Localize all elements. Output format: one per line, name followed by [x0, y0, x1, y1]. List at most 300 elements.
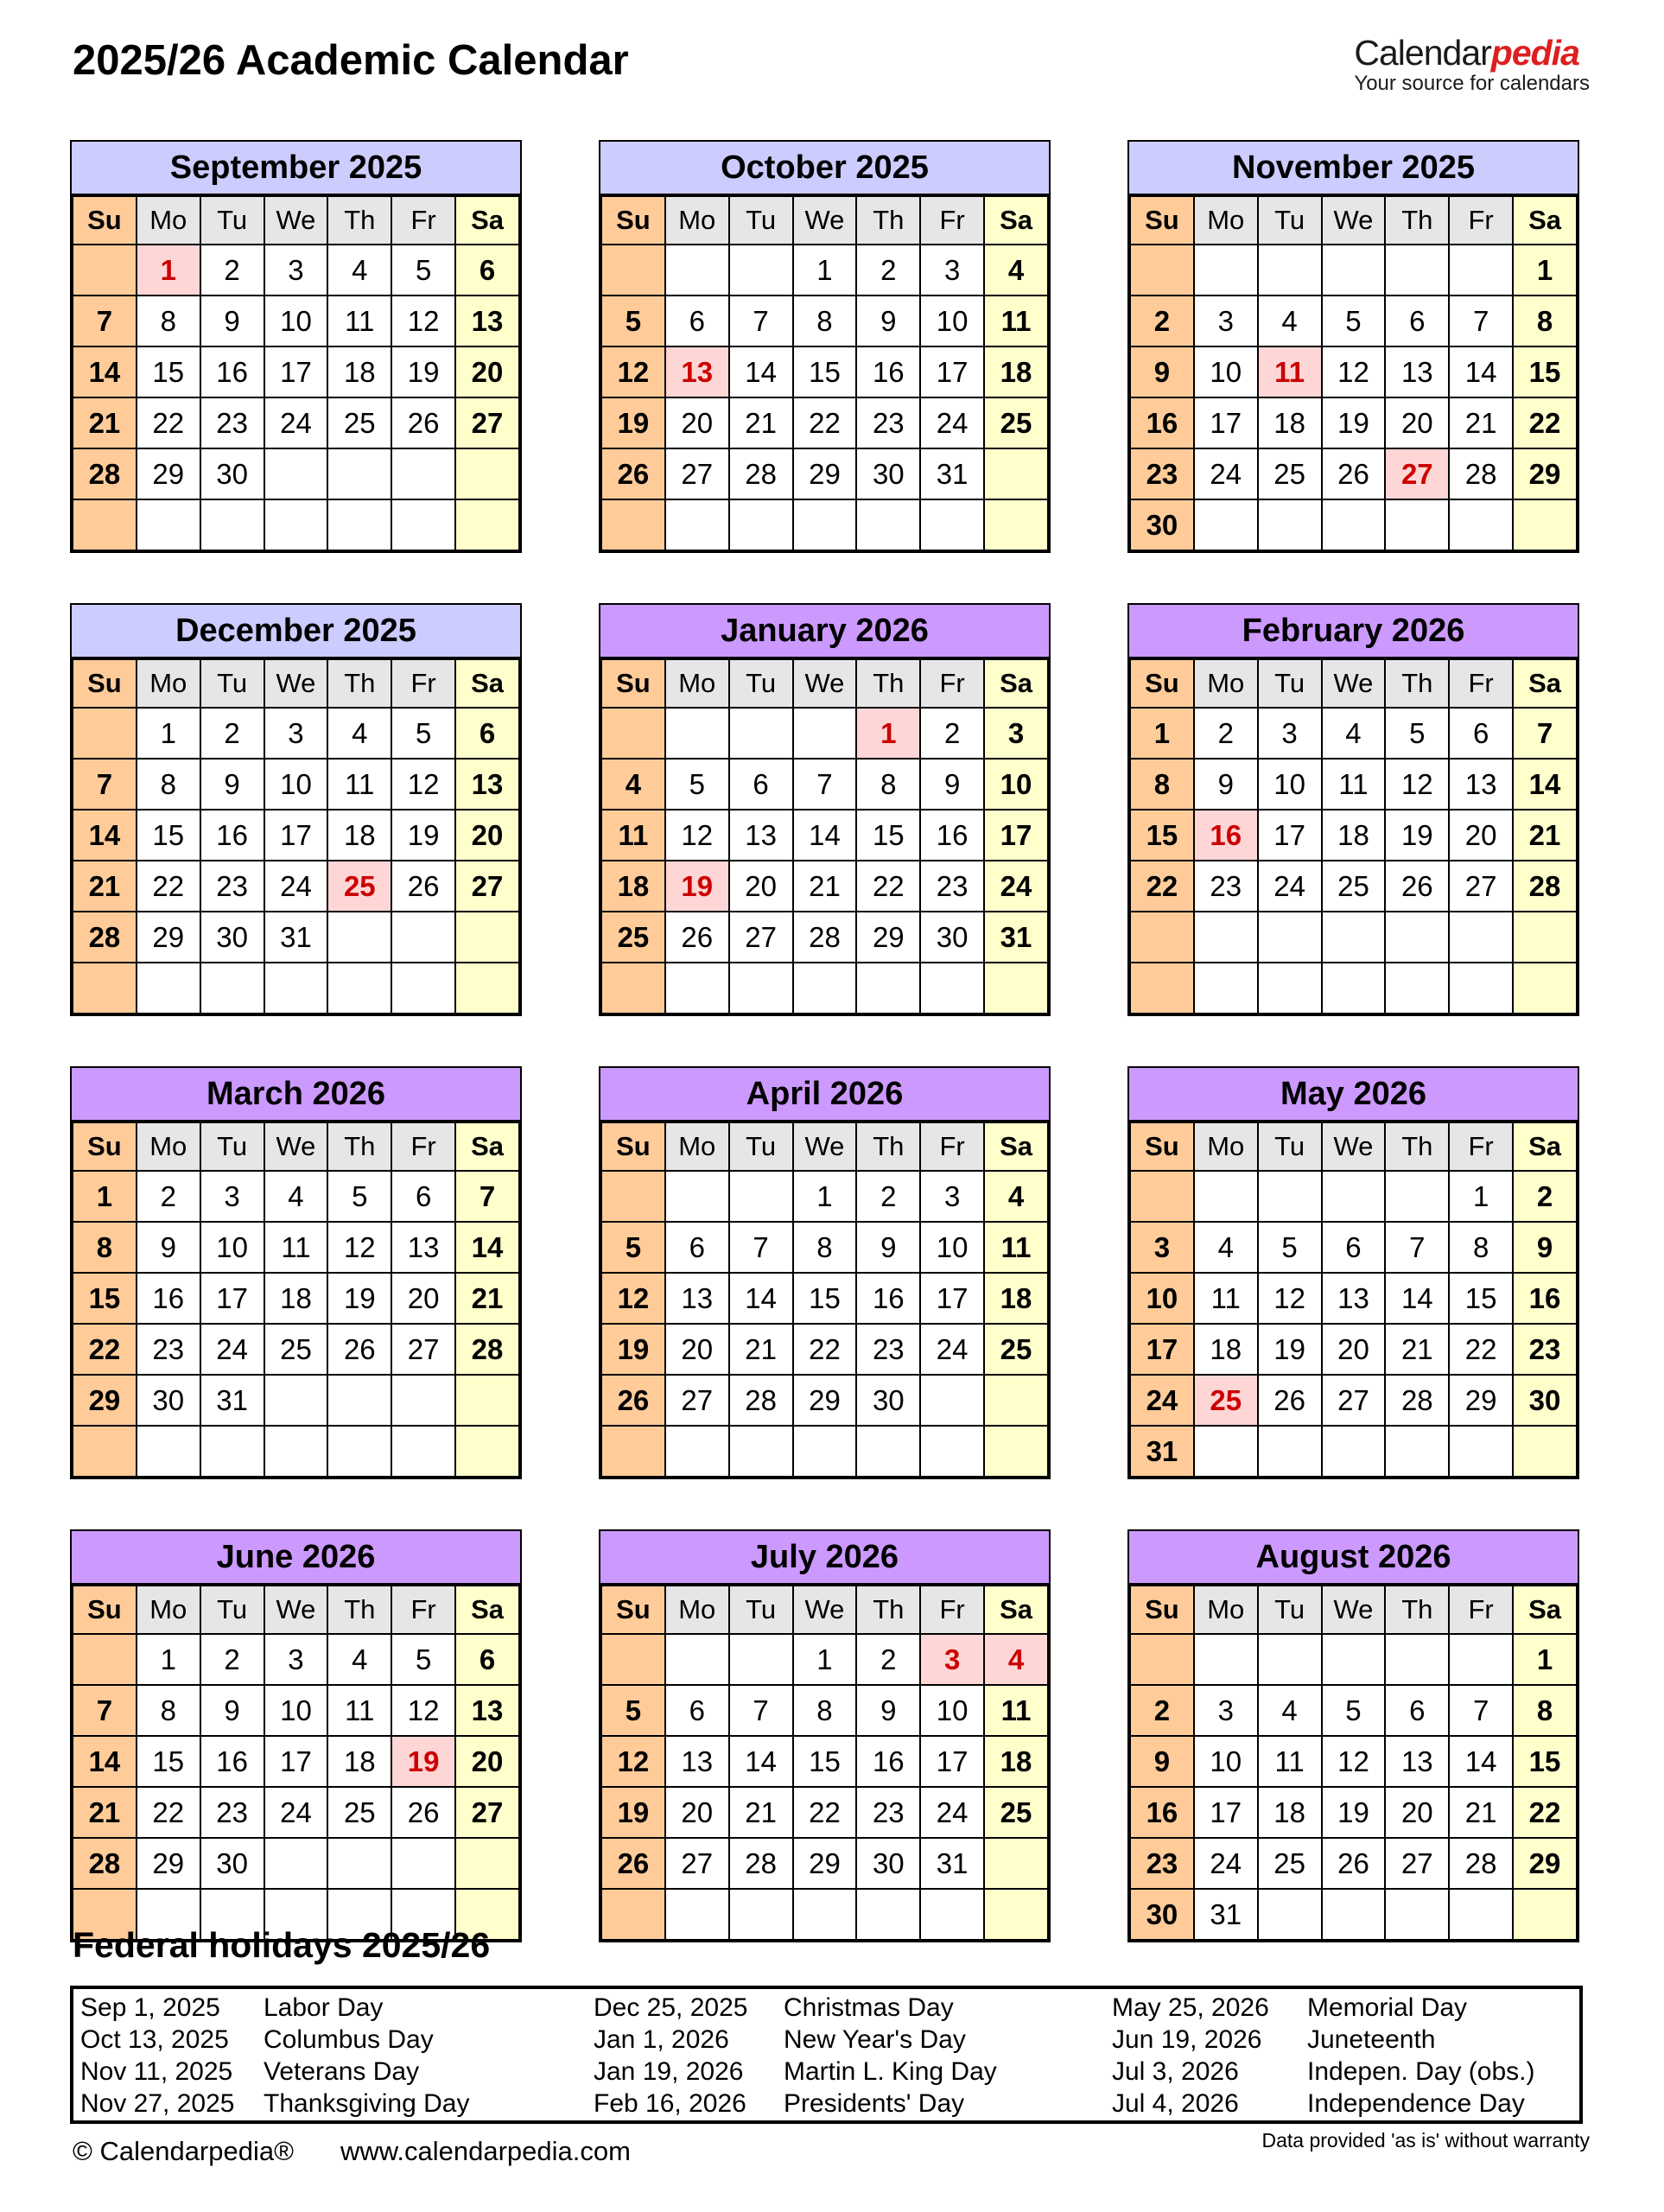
week-row: [1130, 296, 1577, 346]
day-cell: 8: [793, 296, 857, 346]
week-row: [73, 963, 519, 1014]
day-cell: 22: [73, 1324, 137, 1375]
day-cell: 26: [1322, 448, 1386, 499]
day-header-fr: Fr: [920, 1586, 984, 1634]
day-header-fr: Fr: [391, 196, 455, 245]
week-row: [601, 1787, 1048, 1838]
week-row: [1130, 1375, 1577, 1426]
month-table-november-2025: [1129, 195, 1578, 551]
month-title-november-2025: November 2025: [1129, 142, 1578, 195]
day-cell: 21: [1513, 810, 1577, 861]
day-header-fr: Fr: [391, 659, 455, 708]
empty-day-cell: [264, 1838, 328, 1889]
week-row: [601, 499, 1048, 550]
holiday-day-cell: 4: [984, 1634, 1048, 1685]
empty-day-cell: [793, 1426, 857, 1477]
day-cell: 15: [137, 346, 200, 397]
empty-day-cell: [1385, 1634, 1449, 1685]
day-cell: 7: [729, 1685, 793, 1736]
empty-day-cell: [856, 1426, 920, 1477]
day-cell: 7: [1449, 1685, 1513, 1736]
day-header-we: We: [793, 659, 857, 708]
empty-day-cell: [455, 1426, 519, 1477]
day-header-sa: Sa: [455, 659, 519, 708]
empty-day-cell: [793, 708, 857, 759]
day-cell: 19: [1258, 1324, 1322, 1375]
day-header-we: We: [1322, 659, 1386, 708]
day-cell: 26: [665, 912, 729, 963]
empty-day-cell: [391, 1838, 455, 1889]
day-cell: 13: [1385, 1736, 1449, 1787]
day-cell: 18: [264, 1273, 328, 1324]
day-header-mo: Mo: [137, 196, 200, 245]
empty-day-cell: [1258, 1171, 1322, 1222]
empty-day-cell: [73, 1634, 137, 1685]
day-cell: 2: [1130, 1685, 1194, 1736]
day-cell: 16: [200, 1736, 264, 1787]
empty-day-cell: [1513, 1426, 1577, 1477]
week-row: [1130, 499, 1577, 550]
day-cell: 2: [856, 1171, 920, 1222]
day-cell: 5: [601, 296, 665, 346]
holiday-day-cell: 19: [665, 861, 729, 912]
day-cell: 14: [1449, 346, 1513, 397]
day-header-tu: Tu: [729, 659, 793, 708]
day-cell: 7: [1449, 296, 1513, 346]
day-cell: 24: [264, 861, 328, 912]
day-cell: 8: [1130, 759, 1194, 810]
day-header-fr: Fr: [920, 1122, 984, 1171]
holiday-day-cell: 3: [920, 1634, 984, 1685]
empty-day-cell: [73, 1426, 137, 1477]
month-november-2025: [1127, 140, 1579, 553]
day-cell: 14: [73, 346, 137, 397]
day-cell: 24: [920, 397, 984, 448]
day-cell: 8: [793, 1222, 857, 1273]
day-cell: 6: [729, 759, 793, 810]
day-cell: 1: [137, 708, 200, 759]
week-row: [73, 1171, 519, 1222]
day-cell: 19: [1322, 397, 1386, 448]
empty-day-cell: [1449, 245, 1513, 296]
day-cell: 16: [200, 810, 264, 861]
day-cell: 21: [455, 1273, 519, 1324]
day-cell: 25: [1258, 1838, 1322, 1889]
day-header-sa: Sa: [1513, 1122, 1577, 1171]
day-cell: 23: [200, 1787, 264, 1838]
day-cell: 23: [1130, 448, 1194, 499]
day-cell: 7: [73, 759, 137, 810]
day-cell: 16: [856, 1273, 920, 1324]
week-row: [1130, 346, 1577, 397]
empty-day-cell: [327, 963, 391, 1014]
day-cell: 6: [665, 296, 729, 346]
day-cell: 5: [1385, 708, 1449, 759]
month-table-january-2026: [600, 658, 1049, 1014]
day-header-mo: Mo: [1194, 659, 1258, 708]
empty-day-cell: [1194, 1426, 1258, 1477]
day-cell: 20: [665, 1324, 729, 1375]
month-table-august-2026: [1129, 1585, 1578, 1941]
day-cell: 15: [73, 1273, 137, 1324]
empty-day-cell: [1194, 499, 1258, 550]
week-row: [601, 861, 1048, 912]
day-header-we: We: [264, 659, 328, 708]
empty-day-cell: [1513, 1889, 1577, 1940]
empty-day-cell: [920, 1889, 984, 1940]
day-cell: 17: [200, 1273, 264, 1324]
empty-day-cell: [665, 499, 729, 550]
empty-day-cell: [327, 912, 391, 963]
day-cell: 14: [73, 810, 137, 861]
empty-day-cell: [984, 1838, 1048, 1889]
day-cell: 31: [264, 912, 328, 963]
week-row: [1130, 1426, 1577, 1477]
day-cell: 10: [264, 759, 328, 810]
week-row: [601, 397, 1048, 448]
day-cell: 18: [984, 1273, 1048, 1324]
day-cell: 21: [73, 1787, 137, 1838]
month-title-may-2026: May 2026: [1129, 1068, 1578, 1122]
week-row: [601, 448, 1048, 499]
week-row: [601, 963, 1048, 1014]
holiday-date: Oct 13, 2025: [80, 2024, 229, 2054]
day-cell: 27: [391, 1324, 455, 1375]
empty-day-cell: [729, 963, 793, 1014]
week-row: [601, 1889, 1048, 1940]
day-header-su: Su: [73, 1122, 137, 1171]
day-cell: 28: [1513, 861, 1577, 912]
empty-day-cell: [1449, 963, 1513, 1014]
empty-day-cell: [1385, 245, 1449, 296]
day-cell: 18: [327, 810, 391, 861]
empty-day-cell: [1130, 1171, 1194, 1222]
empty-day-cell: [601, 1889, 665, 1940]
day-cell: 25: [327, 397, 391, 448]
day-cell: 21: [1385, 1324, 1449, 1375]
empty-day-cell: [1385, 499, 1449, 550]
day-cell: 28: [729, 1838, 793, 1889]
day-cell: 29: [137, 912, 200, 963]
day-cell: 8: [856, 759, 920, 810]
day-cell: 11: [1194, 1273, 1258, 1324]
logo-wordmark: [1354, 33, 1590, 73]
week-row: [73, 245, 519, 296]
day-cell: 6: [1385, 296, 1449, 346]
holiday-day-cell: 1: [137, 245, 200, 296]
day-header-row: [73, 1586, 519, 1634]
month-title-september-2025: September 2025: [72, 142, 520, 195]
day-cell: 9: [1130, 346, 1194, 397]
day-cell: 16: [1130, 1787, 1194, 1838]
logo-brand-red: pedia: [1490, 33, 1579, 73]
day-cell: 13: [665, 1273, 729, 1324]
day-cell: 24: [1130, 1375, 1194, 1426]
holiday-date: Nov 27, 2025: [80, 2088, 235, 2118]
week-row: [73, 759, 519, 810]
month-table-october-2025: [600, 195, 1049, 551]
day-cell: 27: [665, 1838, 729, 1889]
day-cell: 20: [665, 1787, 729, 1838]
holiday-day-cell: 16: [1194, 810, 1258, 861]
day-cell: 27: [455, 397, 519, 448]
empty-day-cell: [1258, 245, 1322, 296]
month-title-june-2026: June 2026: [72, 1531, 520, 1585]
week-row: [1130, 1222, 1577, 1273]
empty-day-cell: [73, 708, 137, 759]
day-cell: 28: [1449, 1838, 1513, 1889]
empty-day-cell: [137, 963, 200, 1014]
day-cell: 5: [391, 245, 455, 296]
day-header-th: Th: [856, 659, 920, 708]
day-cell: 13: [729, 810, 793, 861]
day-cell: 14: [455, 1222, 519, 1273]
empty-day-cell: [729, 245, 793, 296]
day-cell: 11: [327, 296, 391, 346]
day-cell: 2: [856, 1634, 920, 1685]
day-header-th: Th: [856, 1122, 920, 1171]
empty-day-cell: [1449, 912, 1513, 963]
empty-day-cell: [264, 448, 328, 499]
day-cell: 1: [793, 1171, 857, 1222]
day-cell: 4: [1258, 296, 1322, 346]
day-header-tu: Tu: [200, 1586, 264, 1634]
day-cell: 20: [1449, 810, 1513, 861]
day-cell: 13: [1449, 759, 1513, 810]
day-cell: 27: [1322, 1375, 1386, 1426]
empty-day-cell: [391, 912, 455, 963]
day-cell: 24: [200, 1324, 264, 1375]
holiday-name: New Year's Day: [784, 2024, 966, 2054]
empty-day-cell: [1322, 245, 1386, 296]
empty-day-cell: [327, 499, 391, 550]
day-cell: 10: [264, 296, 328, 346]
day-cell: 23: [200, 397, 264, 448]
month-february-2026: [1127, 603, 1579, 1016]
day-header-fr: Fr: [920, 659, 984, 708]
day-cell: 26: [391, 1787, 455, 1838]
day-cell: 26: [1258, 1375, 1322, 1426]
day-cell: 13: [1385, 346, 1449, 397]
holiday-day-cell: 27: [1385, 448, 1449, 499]
day-header-su: Su: [73, 196, 137, 245]
holiday-date: Dec 25, 2025: [594, 1993, 748, 2022]
logo-tagline: Your source for calendars: [1354, 72, 1590, 95]
day-cell: 12: [1322, 1736, 1386, 1787]
empty-day-cell: [1449, 1426, 1513, 1477]
empty-day-cell: [455, 1375, 519, 1426]
day-cell: 30: [920, 912, 984, 963]
day-cell: 23: [856, 1787, 920, 1838]
day-cell: 4: [601, 759, 665, 810]
day-cell: 16: [200, 346, 264, 397]
day-cell: 29: [1513, 448, 1577, 499]
day-cell: 21: [73, 861, 137, 912]
week-row: [1130, 708, 1577, 759]
day-header-fr: Fr: [1449, 1122, 1513, 1171]
day-cell: 19: [391, 810, 455, 861]
day-cell: 7: [1513, 708, 1577, 759]
day-cell: 15: [793, 1736, 857, 1787]
day-cell: 1: [1449, 1171, 1513, 1222]
empty-day-cell: [1258, 1889, 1322, 1940]
day-cell: 2: [137, 1171, 200, 1222]
empty-day-cell: [665, 708, 729, 759]
day-cell: 5: [1322, 1685, 1386, 1736]
empty-day-cell: [200, 1426, 264, 1477]
day-cell: 17: [1194, 1787, 1258, 1838]
empty-day-cell: [73, 245, 137, 296]
day-cell: 14: [1385, 1273, 1449, 1324]
day-header-we: We: [1322, 1122, 1386, 1171]
day-cell: 21: [729, 397, 793, 448]
day-header-row: [601, 196, 1048, 245]
day-header-mo: Mo: [665, 659, 729, 708]
day-cell: 27: [729, 912, 793, 963]
day-cell: 12: [665, 810, 729, 861]
day-cell: 11: [264, 1222, 328, 1273]
month-august-2026: [1127, 1529, 1579, 1942]
month-title-february-2026: February 2026: [1129, 605, 1578, 658]
day-cell: 1: [793, 245, 857, 296]
week-row: [73, 1634, 519, 1685]
day-header-row: [73, 196, 519, 245]
day-cell: 25: [601, 912, 665, 963]
day-cell: 24: [264, 397, 328, 448]
day-cell: 3: [1194, 1685, 1258, 1736]
day-cell: 8: [137, 759, 200, 810]
day-cell: 6: [665, 1222, 729, 1273]
day-header-su: Su: [73, 1586, 137, 1634]
month-title-october-2025: October 2025: [600, 142, 1049, 195]
day-header-row: [73, 659, 519, 708]
empty-day-cell: [729, 1889, 793, 1940]
day-header-sa: Sa: [984, 1122, 1048, 1171]
day-cell: 18: [1322, 810, 1386, 861]
empty-day-cell: [665, 963, 729, 1014]
day-cell: 14: [1513, 759, 1577, 810]
day-cell: 12: [391, 296, 455, 346]
day-header-sa: Sa: [984, 196, 1048, 245]
day-cell: 23: [856, 1324, 920, 1375]
empty-day-cell: [601, 499, 665, 550]
day-cell: 17: [920, 346, 984, 397]
day-header-we: We: [1322, 1586, 1386, 1634]
day-header-tu: Tu: [200, 1122, 264, 1171]
day-cell: 4: [1194, 1222, 1258, 1273]
empty-day-cell: [1130, 963, 1194, 1014]
day-cell: 22: [1513, 397, 1577, 448]
empty-day-cell: [984, 1889, 1048, 1940]
day-header-su: Su: [1130, 1586, 1194, 1634]
empty-day-cell: [729, 1171, 793, 1222]
day-cell: 8: [793, 1685, 857, 1736]
empty-day-cell: [984, 963, 1048, 1014]
empty-day-cell: [1513, 912, 1577, 963]
holiday-name: Independence Day: [1307, 2088, 1525, 2118]
empty-day-cell: [856, 499, 920, 550]
day-cell: 18: [984, 1736, 1048, 1787]
day-cell: 11: [601, 810, 665, 861]
day-header-we: We: [1322, 196, 1386, 245]
month-april-2026: [599, 1066, 1051, 1479]
day-cell: 6: [1385, 1685, 1449, 1736]
empty-day-cell: [1258, 963, 1322, 1014]
day-header-su: Su: [73, 659, 137, 708]
day-cell: 19: [1322, 1787, 1386, 1838]
day-header-sa: Sa: [455, 1122, 519, 1171]
day-cell: 9: [920, 759, 984, 810]
week-row: [1130, 759, 1577, 810]
holiday-day-cell: 13: [665, 346, 729, 397]
day-cell: 23: [1130, 1838, 1194, 1889]
day-header-mo: Mo: [665, 1122, 729, 1171]
empty-day-cell: [1322, 1634, 1386, 1685]
day-cell: 14: [1449, 1736, 1513, 1787]
day-cell: 10: [200, 1222, 264, 1273]
day-cell: 5: [1322, 296, 1386, 346]
day-cell: 24: [1258, 861, 1322, 912]
week-row: [73, 1375, 519, 1426]
day-cell: 21: [729, 1324, 793, 1375]
day-cell: 3: [264, 1634, 328, 1685]
empty-day-cell: [984, 1426, 1048, 1477]
day-cell: 30: [137, 1375, 200, 1426]
week-row: [1130, 861, 1577, 912]
day-cell: 21: [73, 397, 137, 448]
empty-day-cell: [455, 1838, 519, 1889]
empty-day-cell: [391, 1375, 455, 1426]
federal-holidays-table: [70, 1986, 1583, 2124]
day-cell: 4: [984, 1171, 1048, 1222]
empty-day-cell: [200, 499, 264, 550]
day-cell: 19: [601, 1787, 665, 1838]
day-cell: 17: [1258, 810, 1322, 861]
month-title-march-2026: March 2026: [72, 1068, 520, 1122]
day-cell: 18: [327, 1736, 391, 1787]
holiday-day-cell: 19: [391, 1736, 455, 1787]
day-cell: 12: [391, 1685, 455, 1736]
day-cell: 12: [1258, 1273, 1322, 1324]
day-header-we: We: [264, 196, 328, 245]
day-cell: 11: [984, 1222, 1048, 1273]
empty-day-cell: [1513, 499, 1577, 550]
empty-day-cell: [264, 963, 328, 1014]
day-header-fr: Fr: [391, 1586, 455, 1634]
empty-day-cell: [1513, 963, 1577, 1014]
day-cell: 29: [1513, 1838, 1577, 1889]
day-cell: 20: [455, 346, 519, 397]
day-cell: 16: [1513, 1273, 1577, 1324]
day-cell: 15: [793, 1273, 857, 1324]
week-row: [73, 346, 519, 397]
day-header-th: Th: [327, 659, 391, 708]
day-cell: 29: [856, 912, 920, 963]
day-cell: 31: [920, 448, 984, 499]
holiday-name: Juneteenth: [1307, 2024, 1436, 2054]
day-cell: 28: [73, 1838, 137, 1889]
day-header-fr: Fr: [1449, 196, 1513, 245]
day-cell: 16: [920, 810, 984, 861]
day-cell: 17: [264, 1736, 328, 1787]
empty-day-cell: [1385, 912, 1449, 963]
empty-day-cell: [455, 963, 519, 1014]
day-cell: 5: [601, 1222, 665, 1273]
week-row: [73, 1426, 519, 1477]
empty-day-cell: [665, 1171, 729, 1222]
day-cell: 6: [1322, 1222, 1386, 1273]
empty-day-cell: [1385, 1426, 1449, 1477]
